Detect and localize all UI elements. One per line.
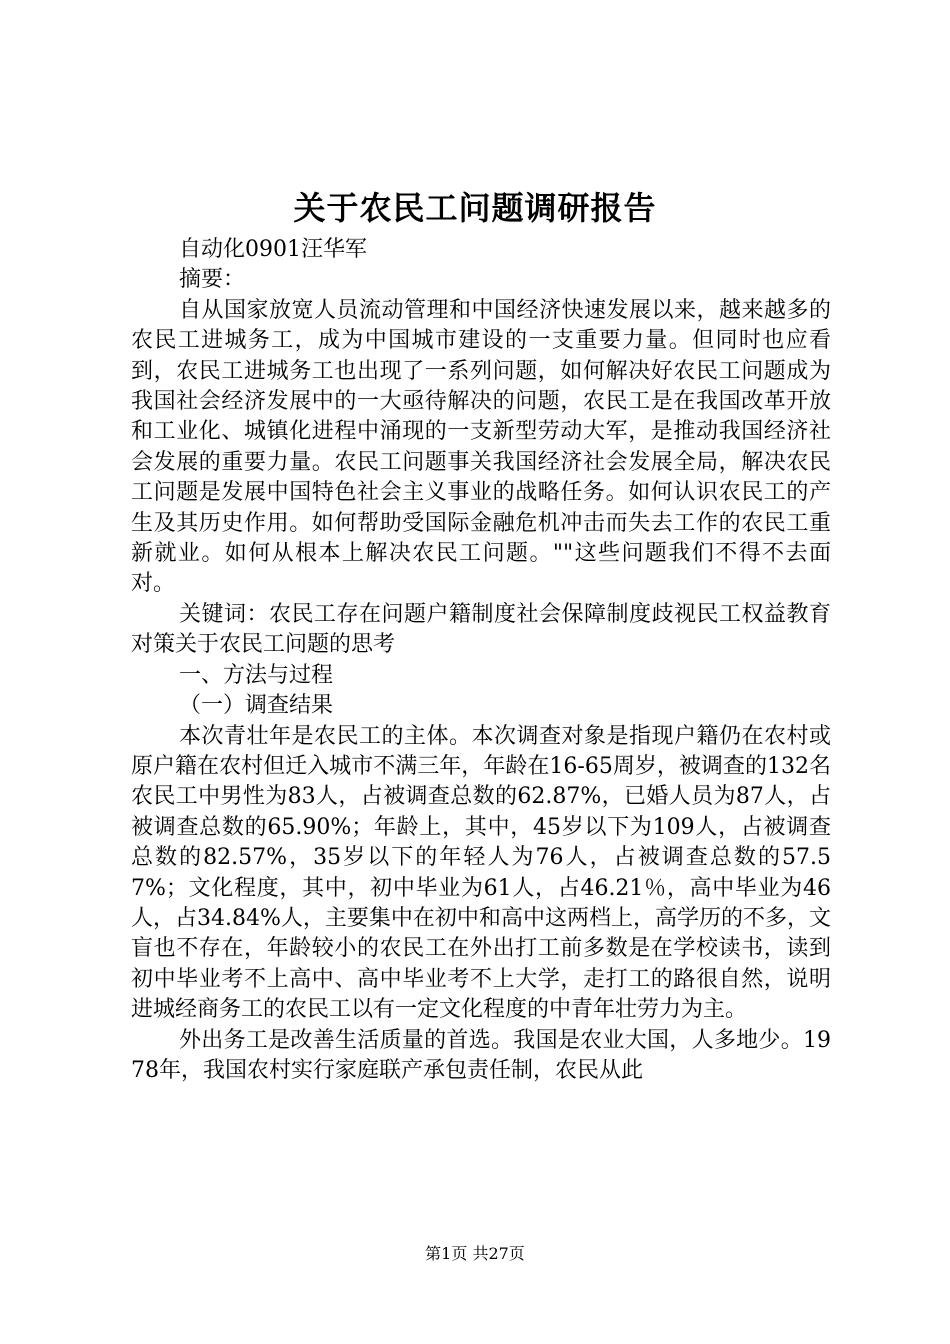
abstract-paragraph: 自从国家放宽人员流动管理和中国经济快速发展以来，越来越多的农民工进城务工，成为中国城市建设的一支重要力量。但同时也应看到，农民工进城务工也出现了一系列问题，如何解决好农民工问题成为我国社会经济发展中的一大亟待解决的问题，农民工是在我国改革开放和工业化、城镇化进程中涌现的一支新型劳动大军，是推动我国经济社会发展的重要力量。农民工问题事关我国经济社会发展全局，解决农民工问题是发展中国特色社会主义事业的战略任务。如何认识农民工的产生及其历史作用。如何帮助受国际金融危机冲击而失去工作的农民工重新就业。如何从根本上解决农民工问题。""这些问题我们不得不去面对。 — [131, 297, 831, 597]
author-line: 自动化0901汪华军 — [179, 237, 367, 262]
subsection-heading: （一）调查结果 — [179, 693, 334, 719]
section-heading: 一、方法与过程 — [179, 662, 334, 688]
body-paragraph: 外出务工是改善生活质量的首选。我国是农业大国，人多地少。1978年，我国农村实行家庭联产承包责任制，农民从此 — [131, 1027, 831, 1083]
page-indicator: 第1页 共27页 — [425, 1244, 525, 1263]
abstract-label: 摘要： — [179, 267, 246, 293]
document-body — [131, 235, 831, 1086]
keywords-paragraph: 关键词：农民工存在问题户籍制度社会保障制度歧视民工权益教育对策关于农民工问题的思考 — [131, 601, 831, 658]
document-title: 关于农民工问题调研报告 — [293, 189, 657, 227]
body-paragraph: 本次青壮年是农民工的主体。本次调查对象是指现户籍仍在农村或原户籍在农村但迁入城市不满三年，年龄在16-65周岁，被调查的132名农民工中男性为83人，占被调查总数的62.87%，已婚人员为87人，占被调查总数的65.90%；年龄上，其中，45岁以下为109人，占被调查总数的82.57%，35岁以下的年轻人为76人，占被调查总数的57.57%；文化程度，其中，初中毕业为61人，占46.21％，高中毕业为46人，占34.84%人，主要集中在初中和高中这两档上，高学历的不多，文盲也不存在，年龄较小的农民工在外出打工前多数是在学校读书，读到初中毕业考不上高中、高中毕业考不上大学，走打工的路很自然，说明进城经商务工的农民工以有一定文化程度的中青年壮劳力为主。 — [131, 723, 831, 1023]
